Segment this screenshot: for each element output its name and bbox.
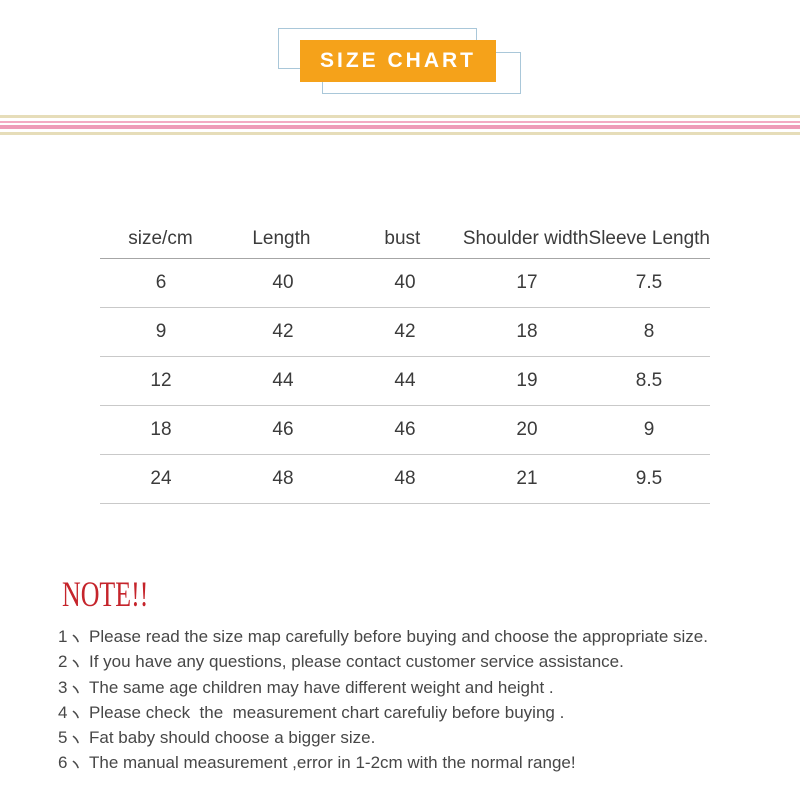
table-row	[100, 406, 710, 455]
note-heading: NOTE!!	[62, 574, 149, 614]
table-cell: 18	[150, 419, 172, 440]
note-number: 5	[58, 728, 68, 748]
column-header: bust	[384, 227, 421, 249]
size-table-body	[100, 259, 710, 504]
table-cell: 48	[272, 468, 294, 489]
note-text: If you have any questions, please contact customer service assistance.	[89, 652, 624, 672]
note-number: 2	[58, 652, 68, 672]
note-text: Fat baby should choose a bigger size.	[89, 728, 376, 748]
table-row	[100, 357, 710, 406]
table-cell: 24	[150, 468, 172, 489]
table-cell: 18	[516, 321, 538, 342]
enumeration-comma-icon	[72, 726, 80, 735]
divider-stripe-beige-top	[0, 115, 800, 118]
note-text: Please read the size map carefully before buying and choose the appropriate size.	[89, 627, 708, 646]
table-cell: 12	[150, 370, 172, 391]
table-cell: 20	[516, 419, 538, 440]
table-cell: 46	[394, 419, 416, 440]
note-item	[58, 750, 708, 775]
notes-list	[58, 624, 708, 776]
table-cell: 40	[272, 272, 294, 293]
column-header: Sleeve Length	[588, 227, 711, 249]
table-cell: 7.5	[635, 272, 663, 293]
table-cell: 44	[272, 370, 294, 391]
table-cell: 9.5	[635, 468, 663, 489]
table-cell: 44	[394, 370, 416, 391]
table-cell: 8	[643, 321, 655, 342]
enumeration-comma-icon	[72, 751, 80, 760]
table-cell: 8.5	[635, 370, 663, 391]
size-table	[100, 219, 710, 504]
note-item	[58, 624, 708, 649]
divider-stripe-pink-band	[0, 125, 800, 129]
note-item	[58, 700, 708, 725]
column-header: Length	[252, 227, 311, 249]
table-cell: 42	[394, 321, 416, 342]
table-row	[100, 455, 710, 504]
table-row	[100, 308, 710, 357]
column-header: size/cm	[128, 227, 193, 249]
note-number: 6	[58, 753, 68, 773]
table-cell: 9	[155, 321, 167, 342]
note-item	[58, 649, 708, 674]
table-cell: 46	[272, 419, 294, 440]
column-header: Shoulder width	[462, 227, 589, 249]
divider-stripe-beige-bottom	[0, 132, 800, 135]
note-number: 4	[58, 702, 68, 722]
table-cell: 21	[516, 468, 538, 489]
banner	[300, 40, 496, 82]
table-row	[100, 259, 710, 308]
table-cell: 19	[516, 370, 538, 391]
enumeration-comma-icon	[72, 701, 80, 710]
table-cell: 42	[272, 321, 294, 342]
enumeration-comma-icon	[72, 650, 80, 659]
table-cell: 9	[643, 419, 655, 440]
note-text: Please check the measurement chart carefuliy before buying .	[89, 702, 565, 722]
note-number: 3	[58, 677, 68, 697]
note-item	[58, 675, 708, 700]
divider-stripe-pink-thin	[0, 121, 800, 123]
table-cell: 6	[155, 272, 167, 293]
note-item	[58, 725, 708, 750]
note-number: 1	[58, 627, 68, 646]
table-cell: 48	[394, 468, 416, 489]
banner-title: SIZE CHART	[320, 49, 476, 72]
size-table-header-row	[100, 219, 710, 259]
table-cell: 17	[516, 272, 538, 293]
note-text: The manual measurement ,error in 1-2cm with the normal range!	[89, 753, 576, 773]
enumeration-comma-icon	[72, 676, 80, 685]
enumeration-comma-icon	[72, 625, 80, 634]
table-cell: 40	[394, 272, 416, 293]
note-text: The same age children may have different weight and height .	[89, 677, 554, 697]
